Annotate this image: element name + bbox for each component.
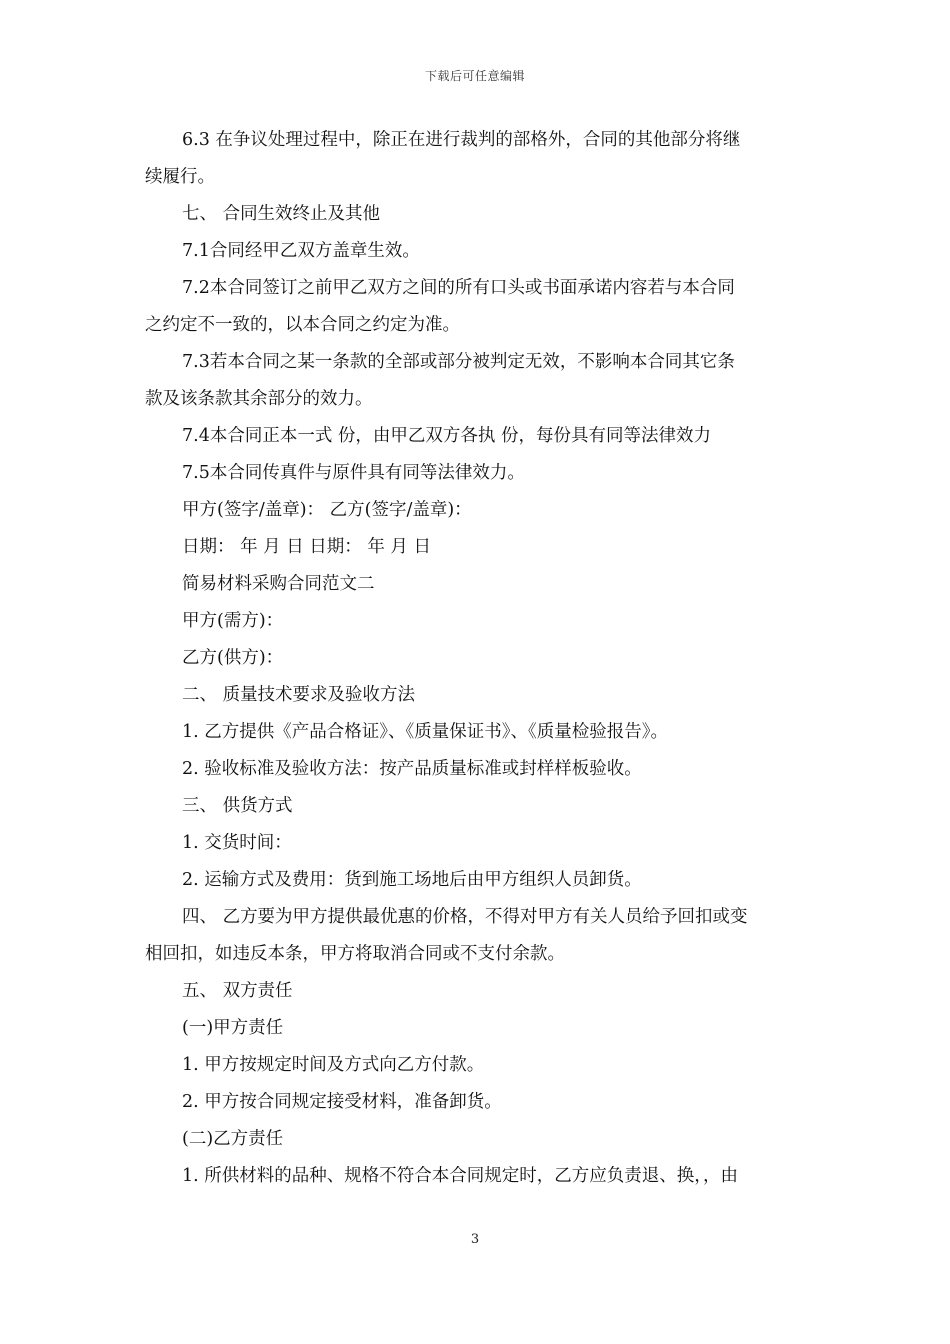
contract-body (145, 122, 810, 1195)
header-note: 下载后可任意编辑 (424, 69, 525, 83)
party-b-duty-1: 1. 所供材料的品种、规格不符合本合同规定时，乙方应负责退、换，，由 (182, 1166, 739, 1186)
section-7-heading: 七、 合同生效终止及其他 (182, 204, 381, 224)
section-2-item-2: 2. 验收标准及验收方法：按产品质量标准或封样样板验收。 (182, 759, 642, 779)
party-b-duties-heading: (二)乙方责任 (182, 1129, 284, 1149)
signature-line: 甲方(签字/盖章)： 乙方(签字/盖章)： (182, 500, 472, 520)
section-3-item-1: 1. 交货时间： (182, 833, 292, 853)
party-a-duties-heading: (一)甲方责任 (182, 1018, 284, 1038)
party-b-supplier: 乙方(供方)： (182, 648, 284, 668)
section-2-heading: 二、 质量技术要求及验收方法 (182, 685, 416, 705)
party-a-buyer: 甲方(需方)： (182, 611, 284, 631)
clause-7-1: 7.1合同经甲乙双方盖章生效。 (182, 241, 420, 261)
section-4-line-1: 四、 乙方要为甲方提供最优惠的价格，不得对甲方有关人员给予回扣或变 (182, 907, 748, 927)
section-3-heading: 三、 供货方式 (182, 796, 293, 816)
section-3-item-2: 2. 运输方式及费用：货到施工场地后由甲方组织人员卸货。 (182, 870, 642, 890)
clause-7-2-line-2: 之约定不一致的，以本合同之约定为准。 (145, 315, 460, 335)
clause-7-3-line-2: 款及该条款其余部分的效力。 (145, 389, 373, 409)
date-line: 日期： 年 月 日 日期： 年 月 日 (182, 537, 431, 557)
clause-7-3-line-1: 7.3若本合同之某一条款的全部或部分被判定无效，不影响本合同其它条 (182, 352, 735, 372)
section-4-line-2: 相回扣，如违反本条，甲方将取消合同或不支付余款。 (145, 944, 565, 964)
contract-two-title: 简易材料采购合同范文二 (182, 574, 375, 594)
section-5-heading: 五、 双方责任 (182, 981, 293, 1001)
clause-7-5: 7.5本合同传真件与原件具有同等法律效力。 (182, 463, 525, 483)
clause-7-4: 7.4本合同正本一式 份，由甲乙双方各执 份，每份具有同等法律效力 (182, 426, 711, 446)
party-a-duty-2: 2. 甲方按合同规定接受材料，准备卸货。 (182, 1092, 502, 1112)
clause-7-2-line-1: 7.2本合同签订之前甲乙双方之间的所有口头或书面承诺内容若与本合同 (182, 278, 735, 298)
party-a-duty-1: 1. 甲方按规定时间及方式向乙方付款。 (182, 1055, 485, 1075)
section-2-item-1: 1. 乙方提供《产品合格证》、《质量保证书》、《质量检验报告》。 (182, 722, 669, 742)
clause-6-3-line-1: 6.3 在争议处理过程中，除正在进行裁判的部格外，合同的其他部分将继 (182, 130, 741, 150)
page-number: 3 (470, 1232, 480, 1247)
clause-6-3-line-2: 续履行。 (145, 167, 215, 187)
